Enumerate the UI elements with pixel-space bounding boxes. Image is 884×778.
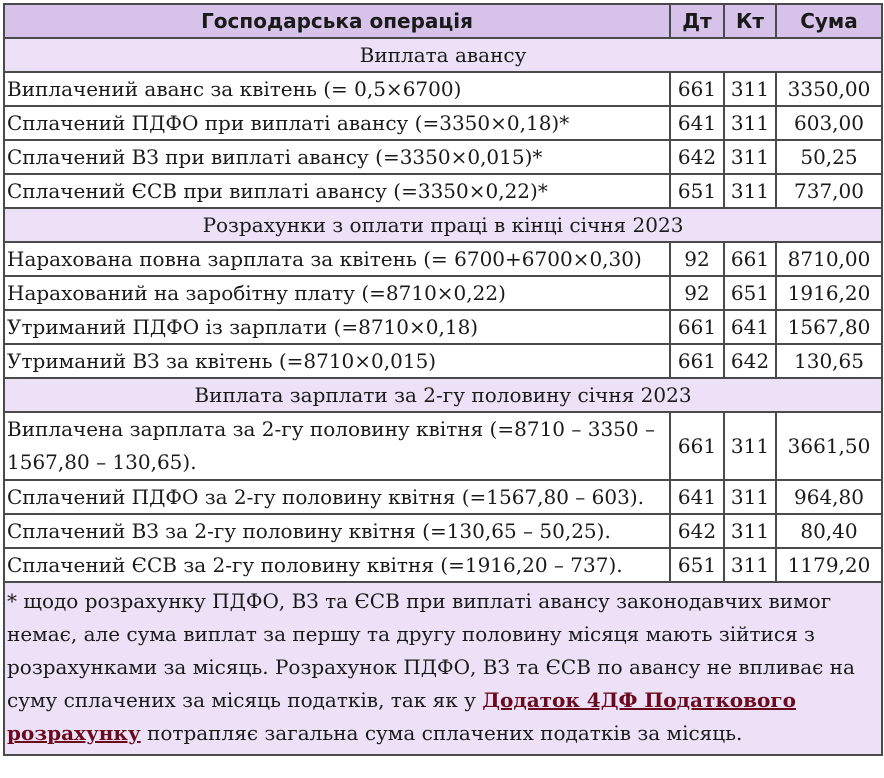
amount-cell: 737,00 [776, 174, 882, 208]
credit-cell: 311 [724, 106, 776, 140]
debit-cell: 661 [670, 344, 724, 378]
amount-cell: 1179,20 [776, 548, 882, 582]
credit-cell: 311 [724, 412, 776, 480]
operation-cell: Виплачена зарплата за 2-гу половину квітня (=8710 – 3350 – 1567,80 – 130,65). [4, 412, 670, 480]
table-row [4, 276, 882, 310]
credit-cell: 651 [724, 276, 776, 310]
section-title: Виплата зарплати за 2-гу половину січня 2023 [4, 378, 882, 412]
amount-cell: 3661,50 [776, 412, 882, 480]
credit-cell: 642 [724, 344, 776, 378]
footnote-row [4, 582, 882, 755]
section-title-row [4, 208, 882, 242]
section-title: Виплата авансу [4, 38, 882, 72]
operation-cell: Утриманий ПДФО із зарплати (=8710×0,18) [4, 310, 670, 344]
table-header-row [4, 4, 882, 38]
debit-cell: 641 [670, 480, 724, 514]
debit-cell: 651 [670, 548, 724, 582]
credit-cell: 311 [724, 140, 776, 174]
table-row [4, 344, 882, 378]
amount-cell: 8710,00 [776, 242, 882, 276]
table-row [4, 412, 882, 480]
amount-cell: 80,40 [776, 514, 882, 548]
amount-cell: 1567,80 [776, 310, 882, 344]
operation-cell: Нарахований на заробітну плату (=8710×0,22) [4, 276, 670, 310]
operation-cell: Сплачений ВЗ при виплаті авансу (=3350×0,015)* [4, 140, 670, 174]
operation-cell: Сплачений ПДФО при виплаті авансу (=3350×0,18)* [4, 106, 670, 140]
operation-cell: Сплачений ПДФО за 2-гу половину квітня (=1567,80 – 603). [4, 480, 670, 514]
amount-cell: 50,25 [776, 140, 882, 174]
amount-cell: 964,80 [776, 480, 882, 514]
operation-cell: Сплачений ВЗ за 2-гу половину квітня (=130,65 – 50,25). [4, 514, 670, 548]
debit-cell: 661 [670, 72, 724, 106]
amount-cell: 3350,00 [776, 72, 882, 106]
credit-cell: 641 [724, 310, 776, 344]
operation-cell: Сплачений ЄСВ за 2-гу половину квітня (=1916,20 – 737). [4, 548, 670, 582]
table-row [4, 480, 882, 514]
header-operation: Господарська операція [4, 4, 670, 38]
table-row [4, 548, 882, 582]
amount-cell: 1916,20 [776, 276, 882, 310]
debit-cell: 642 [670, 514, 724, 548]
header-amount: Сума [776, 4, 882, 38]
operation-cell: Виплачений аванс за квітень (= 0,5×6700) [4, 72, 670, 106]
table-row [4, 514, 882, 548]
debit-cell: 661 [670, 412, 724, 480]
credit-cell: 311 [724, 548, 776, 582]
amount-cell: 603,00 [776, 106, 882, 140]
debit-cell: 642 [670, 140, 724, 174]
section-title-row [4, 378, 882, 412]
table-row [4, 72, 882, 106]
credit-cell: 661 [724, 242, 776, 276]
table-row [4, 174, 882, 208]
debit-cell: 661 [670, 310, 724, 344]
table-row [4, 106, 882, 140]
table-row [4, 310, 882, 344]
amount-cell: 130,65 [776, 344, 882, 378]
credit-cell: 311 [724, 72, 776, 106]
credit-cell: 311 [724, 174, 776, 208]
footnote [4, 582, 882, 755]
footnote-text-after: потрапляє загальна сума сплачених податків за місяць. [140, 721, 743, 745]
debit-cell: 641 [670, 106, 724, 140]
debit-cell: 92 [670, 242, 724, 276]
section-title-row [4, 38, 882, 72]
credit-cell: 311 [724, 480, 776, 514]
debit-cell: 92 [670, 276, 724, 310]
operation-cell: Нарахована повна зарплата за квітень (= 6700+6700×0,30) [4, 242, 670, 276]
footnote-text-before: * щодо розрахунку ПДФО, ВЗ та ЄСВ при виплаті авансу законодавчих вимог немає, але сума виплат за першу та другу половину місяця мають зійтися з розрахунками за місяць. Розрахунок ПДФО, ВЗ та ЄСВ по авансу не впливає на суму сплачених за місяць податків, так як у [7, 589, 855, 712]
table-row [4, 242, 882, 276]
operation-cell: Сплачений ЄСВ при виплаті авансу (=3350×0,22)* [4, 174, 670, 208]
header-debit: Дт [670, 4, 724, 38]
tax-report-appendix-link[interactable]: Додаток 4ДФ Податкового розрахунку [7, 688, 796, 745]
credit-cell: 311 [724, 514, 776, 548]
operation-cell: Утриманий ВЗ за квітень (=8710×0,015) [4, 344, 670, 378]
section-title: Розрахунки з оплати праці в кінці січня 2023 [4, 208, 882, 242]
table-row [4, 140, 882, 174]
accounting-entries-table [3, 3, 883, 756]
debit-cell: 651 [670, 174, 724, 208]
header-credit: Кт [724, 4, 776, 38]
